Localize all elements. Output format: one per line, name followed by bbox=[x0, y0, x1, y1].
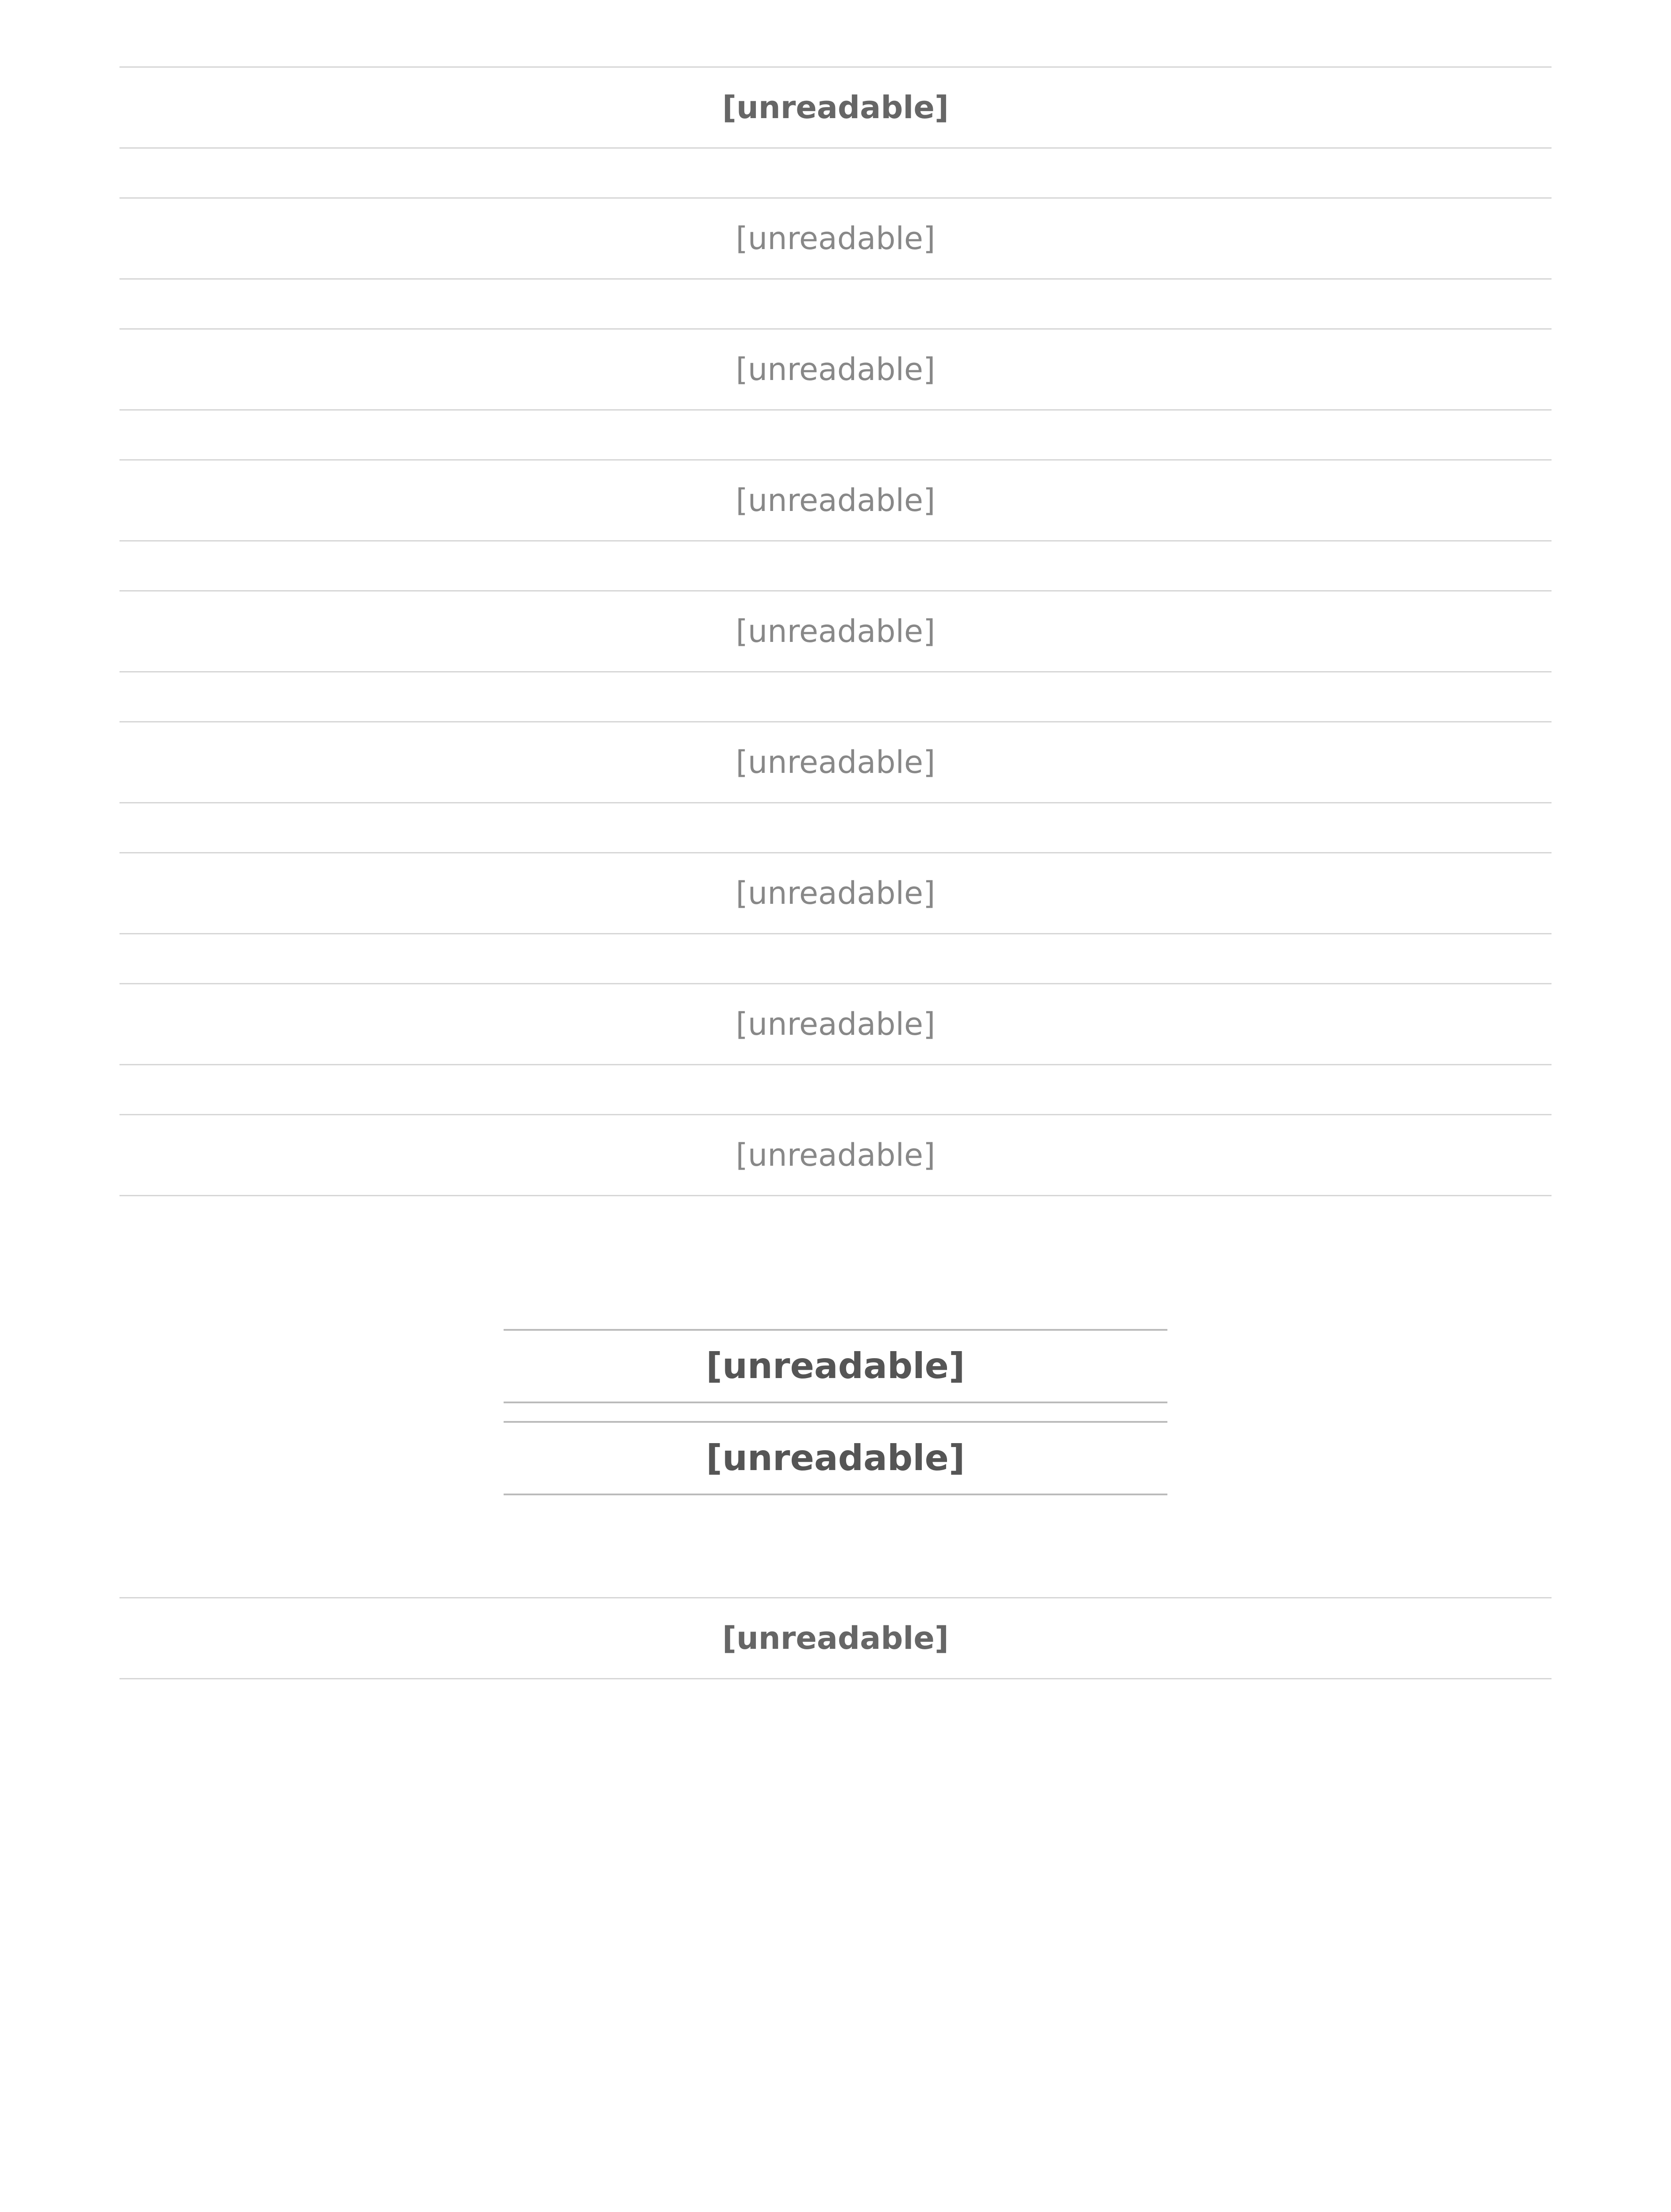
section-heading: [unreadable] bbox=[504, 1329, 1167, 1403]
section-heading-group bbox=[119, 1329, 1552, 1495]
body-paragraph: [unreadable] bbox=[119, 852, 1552, 934]
body-paragraph: [unreadable] bbox=[119, 66, 1552, 149]
body-paragraph: [unreadable] bbox=[119, 983, 1552, 1065]
body-paragraph: [unreadable] bbox=[119, 721, 1552, 803]
body-paragraph: [unreadable] bbox=[119, 459, 1552, 541]
section-subheading: [unreadable] bbox=[504, 1421, 1167, 1495]
body-paragraph: [unreadable] bbox=[119, 328, 1552, 411]
body-paragraph: [unreadable] bbox=[119, 197, 1552, 280]
section-paragraph: [unreadable] bbox=[119, 1597, 1552, 1679]
body-paragraph: [unreadable] bbox=[119, 590, 1552, 672]
body-paragraph: [unreadable] bbox=[119, 1114, 1552, 1196]
